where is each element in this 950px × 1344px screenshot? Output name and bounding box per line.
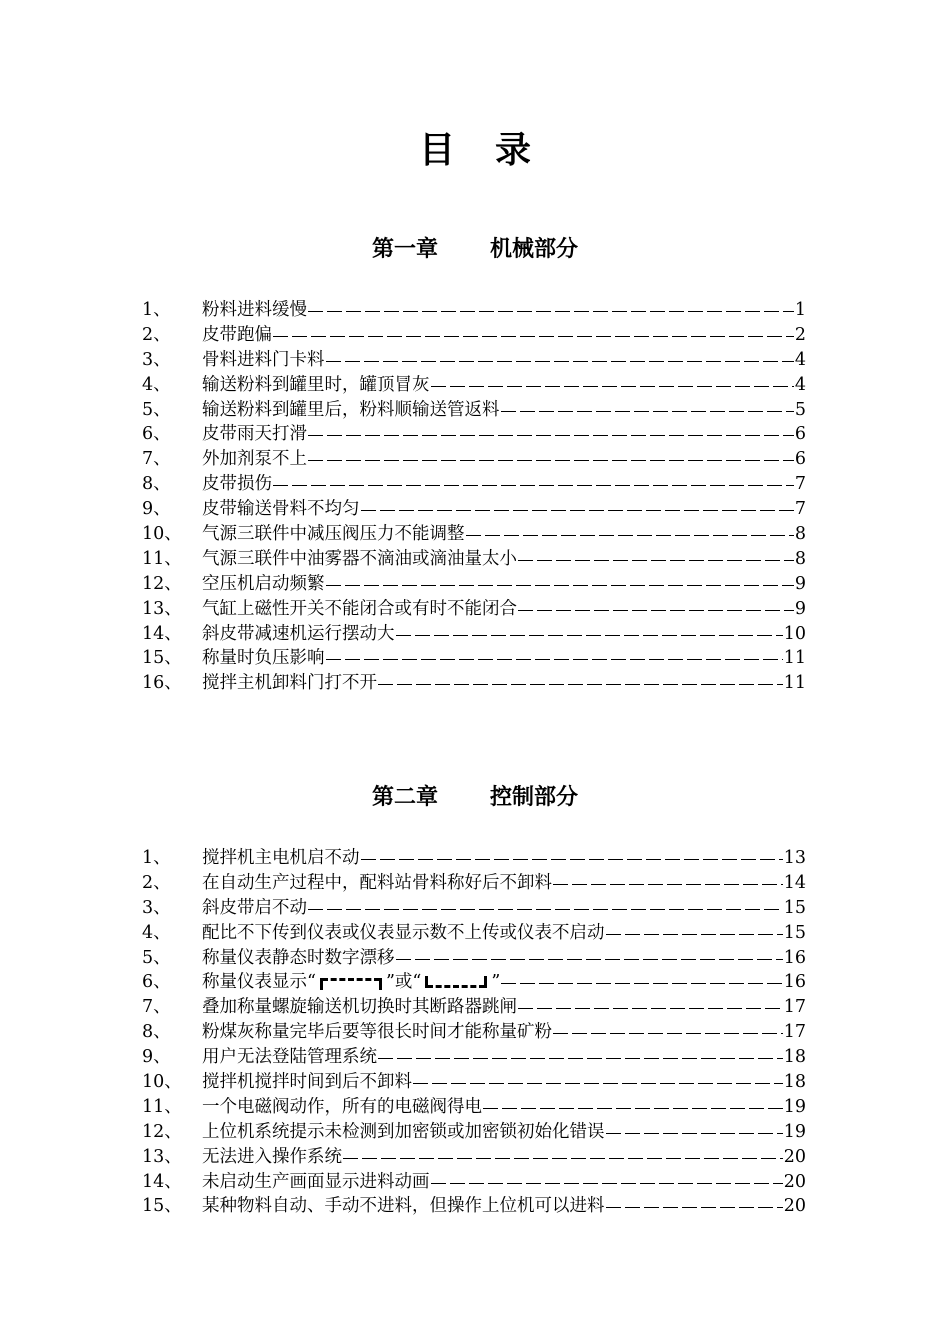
toc-page-number: 13 <box>783 848 806 868</box>
toc-entry-text: 搅拌主机卸料门打不开 <box>202 673 377 694</box>
toc-entry-number: 15、 <box>142 648 182 669</box>
bracket-top-symbol <box>320 978 382 988</box>
toc-entry[interactable] <box>142 497 806 522</box>
toc-entry-number: 14、 <box>142 623 182 644</box>
dash-leader <box>308 460 794 461</box>
toc-entry-number: 1、 <box>142 300 171 320</box>
toc-page-number: 2 <box>794 324 806 345</box>
toc-entry-text: 皮带跑偏 <box>202 324 272 345</box>
dash-leader <box>361 510 794 511</box>
dash-leader <box>606 1133 783 1134</box>
toc-entry-number: 7、 <box>142 997 171 1018</box>
toc-entry-number: 12、 <box>142 573 182 594</box>
toc-entry-text: 输送粉料到罐里后，粉料顺输送管返料 <box>202 399 500 420</box>
toc-entry-text: 输送粉料到罐里时，罐顶冒灰 <box>202 374 430 395</box>
toc-entry-text: 骨料进料门卡料 <box>202 349 325 370</box>
toc-entry[interactable] <box>142 1020 806 1045</box>
toc-entry[interactable] <box>142 1194 806 1219</box>
toc-entry[interactable] <box>142 921 806 946</box>
toc-entry-number: 9、 <box>142 1047 171 1068</box>
toc-entry-text: 上位机系统提示未检测到加密锁或加密锁初始化错误 <box>202 1121 605 1142</box>
toc-page-number: 8 <box>794 548 806 569</box>
toc-entry-number: 16、 <box>142 673 182 694</box>
toc-entry-number: 8、 <box>142 1022 171 1043</box>
toc-entry-text: 外加剂泵不上 <box>202 449 307 470</box>
toc-page-number: 17 <box>783 997 806 1018</box>
toc-entry[interactable] <box>142 1070 806 1095</box>
toc-entry-text: 用户无法登陆管理系统 <box>202 1047 377 1068</box>
toc-entry-number: 6、 <box>142 424 171 445</box>
toc-entry[interactable] <box>142 970 806 995</box>
toc-entry[interactable] <box>142 846 806 871</box>
toc-entry-text: 皮带损伤 <box>202 474 272 495</box>
dash-leader <box>326 585 794 586</box>
toc-entry[interactable] <box>142 323 806 348</box>
dash-leader <box>326 659 783 660</box>
toc-entry[interactable] <box>142 298 806 323</box>
toc-entry-number: 12、 <box>142 1121 182 1142</box>
toc-entry-text: 配比不下传到仪表或仪表显示数不上传或仪表不启动 <box>202 922 605 943</box>
dash-leader <box>518 1008 783 1009</box>
toc-entry-number: 2、 <box>142 324 171 345</box>
toc-page-number: 18 <box>783 1072 806 1093</box>
dash-leader <box>483 1108 783 1109</box>
chapter-name: 控制部分 <box>490 785 579 810</box>
dash-leader <box>273 485 794 486</box>
toc-entry[interactable] <box>142 946 806 971</box>
toc-page-number: 20 <box>783 1196 806 1217</box>
toc-entry-number: 4、 <box>142 922 171 943</box>
toc-entry[interactable] <box>142 447 806 472</box>
toc-entry[interactable] <box>142 871 806 896</box>
dash-leader <box>606 1207 783 1208</box>
toc-list <box>142 298 806 696</box>
toc-list <box>142 846 806 1219</box>
toc-entry-number: 9、 <box>142 499 171 520</box>
toc-page-number: 9 <box>794 573 806 594</box>
dash-leader <box>343 1158 783 1159</box>
page-title: 目录 <box>418 130 571 171</box>
toc-entry-number: 4、 <box>142 374 171 395</box>
dash-leader <box>606 934 783 935</box>
toc-page-number: 4 <box>794 374 806 395</box>
toc-page-number: 16 <box>783 972 806 993</box>
toc-entry[interactable] <box>142 398 806 423</box>
toc-page-number: 20 <box>783 1146 806 1167</box>
toc-page-number: 17 <box>783 1022 806 1043</box>
dash-leader <box>396 635 783 636</box>
toc-entry-text: 气源三联件中减压阀压力不能调整 <box>202 524 465 545</box>
chapter-heading <box>0 235 950 265</box>
toc-entry-number: 2、 <box>142 872 171 893</box>
toc-page-number: 5 <box>794 399 806 420</box>
dash-leader <box>413 1083 783 1084</box>
toc-page-number: 6 <box>794 449 806 470</box>
toc-entry[interactable] <box>142 1095 806 1120</box>
chapter-name: 机械部分 <box>490 237 579 262</box>
toc-entry-number: 3、 <box>142 897 171 918</box>
toc-page-number: 8 <box>794 524 806 545</box>
toc-entry-number: 10、 <box>142 524 182 545</box>
toc-page-number: 9 <box>794 598 806 619</box>
toc-entry-text: 叠加称量螺旋输送机切换时其断路器跳闸 <box>202 997 517 1018</box>
toc-entry-number: 13、 <box>142 598 182 619</box>
toc-entry[interactable] <box>142 896 806 921</box>
dash-leader <box>361 859 783 860</box>
toc-entry[interactable] <box>142 995 806 1020</box>
toc-page-number: 15 <box>783 897 806 918</box>
bracket-bottom-symbol <box>425 978 487 988</box>
toc-entry-text: 称量时负压影响 <box>202 648 325 669</box>
toc-page-number: 7 <box>794 474 806 495</box>
toc-page-number: 14 <box>783 872 806 893</box>
toc-entry-number: 3、 <box>142 349 171 370</box>
toc-entry-number: 14、 <box>142 1171 182 1192</box>
toc-entry[interactable] <box>142 671 806 696</box>
toc-entry-number: 15、 <box>142 1196 182 1217</box>
toc-entry-text: 皮带雨天打滑 <box>202 424 307 445</box>
toc-entry-text: 无法进入操作系统 <box>202 1146 342 1167</box>
toc-page-number: 10 <box>783 623 806 644</box>
dash-leader <box>308 435 794 436</box>
dash-leader <box>326 361 794 362</box>
toc-entry-text: 称量仪表静态时数字漂移 <box>202 947 395 968</box>
toc-entry-text: 粉煤灰称量完毕后要等很长时间才能称量矿粉 <box>202 1022 552 1043</box>
toc-entry[interactable] <box>142 547 806 572</box>
toc-entry[interactable] <box>142 1045 806 1070</box>
toc-entry-text: 斜皮带减速机运行摆动大 <box>202 623 395 644</box>
toc-page-number: 19 <box>783 1096 806 1117</box>
toc-entry-text: 称量仪表显示“ ”或“ ” <box>202 972 501 993</box>
toc-entry[interactable] <box>142 348 806 373</box>
dash-leader <box>501 411 794 412</box>
toc-entry[interactable] <box>142 373 806 398</box>
toc-entry-text: 斜皮带启不动 <box>202 897 307 918</box>
toc-entry[interactable] <box>142 646 806 671</box>
toc-page-number: 11 <box>783 673 806 694</box>
dash-leader <box>431 386 794 387</box>
dash-leader <box>518 610 794 611</box>
toc-entry-number: 13、 <box>142 1146 182 1167</box>
dash-leader <box>501 983 782 984</box>
toc-entry-number: 11、 <box>142 548 182 569</box>
toc-entry-number: 8、 <box>142 474 171 495</box>
dash-leader <box>378 1058 783 1059</box>
chapter-number: 第二章 <box>371 785 438 810</box>
toc-entry-text: 搅拌机搅拌时间到后不卸料 <box>202 1072 412 1093</box>
toc-entry-number: 11、 <box>142 1096 182 1117</box>
toc-entry[interactable] <box>142 597 806 622</box>
chapter-heading <box>0 783 950 813</box>
toc-entry-number: 7、 <box>142 449 171 470</box>
toc-page-number: 19 <box>783 1121 806 1142</box>
toc-entry-number: 5、 <box>142 947 171 968</box>
dash-leader <box>378 684 783 685</box>
toc-page-number: 15 <box>783 922 806 943</box>
toc-entry-text: 粉料进料缓慢 <box>202 300 307 320</box>
dash-leader <box>431 1183 783 1184</box>
toc-entry-number: 10、 <box>142 1072 182 1093</box>
toc-entry-text: 空压机启动频繁 <box>202 573 325 594</box>
toc-page-number: 7 <box>794 499 806 520</box>
dash-leader <box>466 535 794 536</box>
toc-entry[interactable] <box>142 1145 806 1170</box>
toc-entry[interactable] <box>142 1170 806 1195</box>
toc-entry-number: 6、 <box>142 972 171 993</box>
toc-page-number: 20 <box>783 1171 806 1192</box>
dash-leader <box>273 336 794 337</box>
toc-entry-number: 1、 <box>142 848 171 868</box>
toc-page-number: 1 <box>794 300 806 320</box>
toc-entry[interactable] <box>142 572 806 597</box>
toc-entry[interactable] <box>142 472 806 497</box>
dash-leader <box>308 909 783 910</box>
toc-entry-text: 皮带输送骨料不均匀 <box>202 499 360 520</box>
toc-page-number: 11 <box>783 648 806 669</box>
toc-entry[interactable] <box>142 422 806 447</box>
toc-page-number: 4 <box>794 349 806 370</box>
toc-page-number: 18 <box>783 1047 806 1068</box>
toc-page-number: 6 <box>794 424 806 445</box>
dash-leader <box>553 884 783 885</box>
toc-entry-text: 某种物料自动、手动不进料，但操作上位机可以进料 <box>202 1196 605 1217</box>
dash-leader <box>553 1033 783 1034</box>
toc-entry-text: 一个电磁阀动作，所有的电磁阀得电 <box>202 1096 482 1117</box>
toc-entry-text: 气缸上磁性开关不能闭合或有时不能闭合 <box>202 598 517 619</box>
toc-entry[interactable] <box>142 522 806 547</box>
toc-page-number: 16 <box>783 947 806 968</box>
toc-entry[interactable] <box>142 622 806 647</box>
dash-leader <box>518 560 794 561</box>
dash-leader <box>396 959 783 960</box>
toc-entry-text: 未启动生产画面显示进料动画 <box>202 1171 430 1192</box>
toc-entry[interactable] <box>142 1120 806 1145</box>
toc-entry-text: 气源三联件中油雾器不滴油或滴油量太小 <box>202 548 517 569</box>
dash-leader <box>308 311 794 312</box>
toc-entry-text: 在自动生产过程中，配料站骨料称好后不卸料 <box>202 872 552 893</box>
chapter-number: 第一章 <box>371 237 438 262</box>
toc-entry-number: 5、 <box>142 399 171 420</box>
toc-entry-text: 搅拌机主电机启不动 <box>202 848 360 868</box>
